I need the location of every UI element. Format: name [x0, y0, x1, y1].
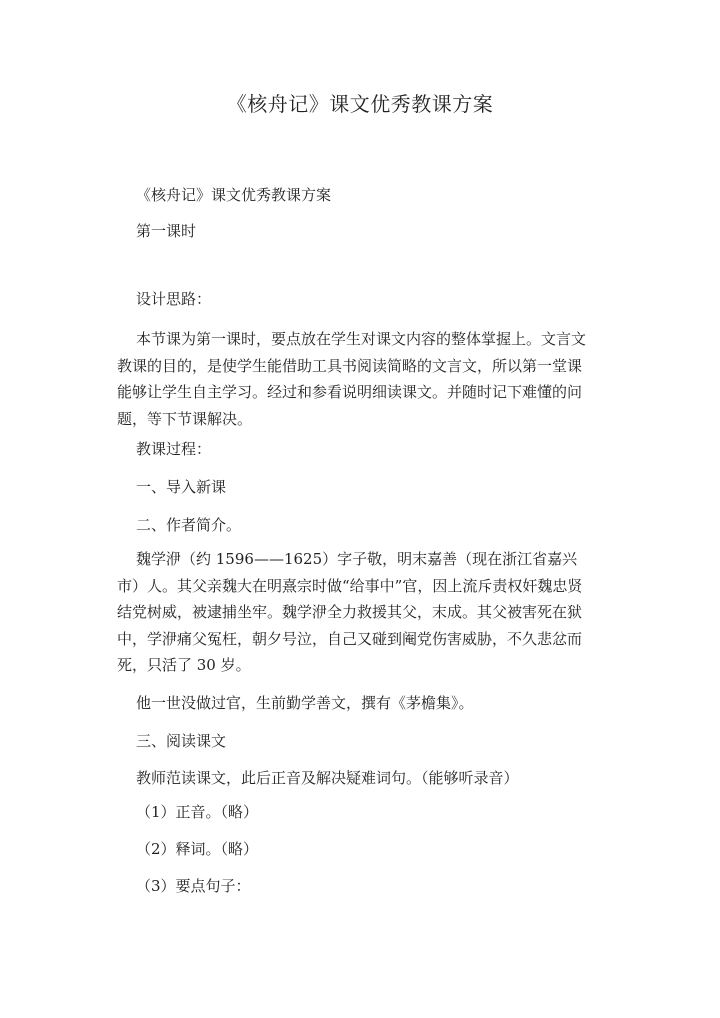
list-item-vocabulary: （2）释词。（略）	[136, 840, 259, 858]
reading-paragraph: 教师范读课文，此后正音及解决疑难词句。（能够听录音）	[136, 769, 519, 787]
step-reading: 三、阅读课文	[136, 732, 227, 750]
document-subtitle: 《核舟记》课文优秀教课方案	[136, 186, 332, 204]
process-heading: 教课过程：	[136, 440, 212, 458]
list-item-pronunciation: （1）正音。（略）	[136, 803, 259, 821]
design-heading: 设计思路：	[136, 290, 212, 308]
page-title: 《核舟记》课文优秀教课方案	[226, 92, 494, 116]
design-paragraph: 本节课为第一课时，要点放在学生对课文内容的整体掌握上。文言文教课的目的，是使学生能借助工具书阅读简略的文言文，所以第一堂课能够让学生自主学习。经过和参看说明细读课文。并随时记下难懂的问题，等下节课解决。	[117, 330, 587, 428]
author-paragraph: 魏学洢（约 1596——1625）字子敬，明末嘉善（现在浙江省嘉兴市）人。其父亲魏大在明熹宗时做“给事中”官，因上流斥责权奸魏忠贤结党树威，被逮捕坐牢。魏学洢全力救援其父，末成。其父被害死在狱中，学洢痛父冤枉，朝夕号泣，自己又碰到阉党伤害威胁，不久悲忿而死，只活了 30 岁。	[117, 550, 583, 674]
author-paragraph-2: 他一世没做过官，生前勤学善文，撰有《茅檐集》。	[136, 694, 474, 712]
list-item-key-sentences: （3）要点句子：	[136, 877, 251, 895]
step-author: 二、作者简介。	[136, 516, 242, 534]
lesson-label: 第一课时	[136, 222, 197, 240]
step-intro: 一、导入新课	[136, 478, 227, 496]
